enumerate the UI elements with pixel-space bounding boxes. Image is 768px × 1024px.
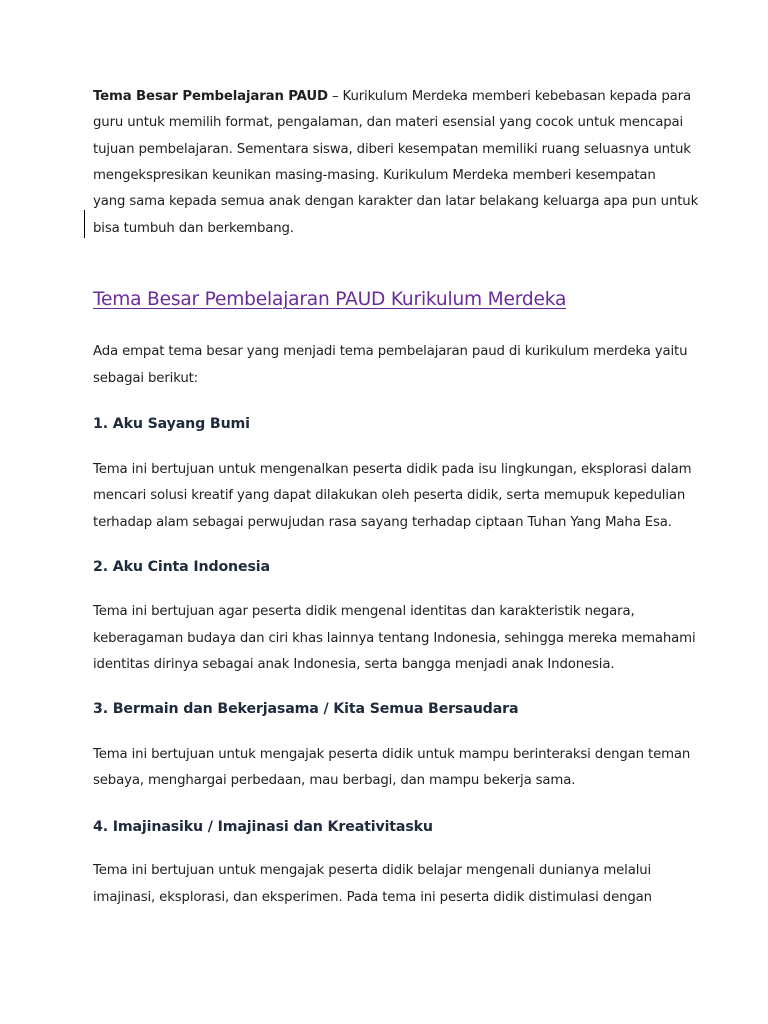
theme-4-title: 4. Imajinasiku / Imajinasi dan Kreativitasku xyxy=(93,819,433,835)
theme-1-title: 1. Aku Sayang Bumi xyxy=(93,416,250,432)
intro-line-3: tujuan pembelajaran. Sementara siswa, diberi kesempatan memiliki ruang seluasnya untuk xyxy=(93,142,691,157)
theme-1-line-1: Tema ini bertujuan untuk mengenalkan peserta didik pada isu lingkungan, eksplorasi dalam xyxy=(93,462,692,477)
theme-2-title: 2. Aku Cinta Indonesia xyxy=(93,559,270,575)
section-heading-link[interactable]: Tema Besar Pembelajaran PAUD Kurikulum Merdeka xyxy=(93,289,567,310)
theme-4-line-2: imajinasi, eksplorasi, dan eksperimen. Pada tema ini peserta didik distimulasi dengan xyxy=(93,890,652,905)
intro-line-1-rest: – Kurikulum Merdeka memberi kebebasan kepada para xyxy=(327,89,691,104)
lead-in-line-1: Ada empat tema besar yang menjadi tema pembelajaran paud di kurikulum merdeka yaitu xyxy=(93,344,688,359)
theme-2-line-1: Tema ini bertujuan agar peserta didik mengenal identitas dan karakteristik negara, xyxy=(93,604,635,619)
theme-3-line-1: Tema ini bertujuan untuk mengajak peserta didik untuk mampu berinteraksi dengan teman xyxy=(93,747,691,762)
theme-2-line-3: identitas dirinya sebagai anak Indonesia, serta bangga menjadi anak Indonesia. xyxy=(93,657,615,672)
intro-line-5: yang sama kepada semua anak dengan karakter dan latar belakang keluarga apa pun untuk xyxy=(93,194,699,209)
intro-lead-bold: Tema Besar Pembelajaran PAUD xyxy=(93,89,328,104)
intro-line-4: mengekspresikan keunikan masing-masing. Kurikulum Merdeka memberi kesempatan xyxy=(93,168,656,183)
intro-line-2: guru untuk memilih format, pengalaman, dan materi esensial yang cocok untuk mencapai xyxy=(93,115,684,130)
theme-1-line-3: terhadap alam sebagai perwujudan rasa sayang terhadap ciptaan Tuhan Yang Maha Esa. xyxy=(93,515,672,530)
intro-line-6: bisa tumbuh dan berkembang. xyxy=(93,221,294,236)
theme-1-line-2: mencari solusi kreatif yang dapat dilakukan oleh peserta didik, serta memupuk kepedulian xyxy=(93,488,686,503)
theme-4-line-1: Tema ini bertujuan untuk mengajak peserta didik belajar mengenali dunianya melalui xyxy=(93,863,652,878)
lead-in-line-2: sebagai berikut: xyxy=(93,371,199,386)
theme-3-title: 3. Bermain dan Bekerjasama / Kita Semua Bersaudara xyxy=(93,701,519,717)
text-cursor xyxy=(84,210,85,238)
intro-line-1 xyxy=(93,88,691,106)
theme-2-line-2: keberagaman budaya dan ciri khas lainnya tentang Indonesia, sehingga mereka memahami xyxy=(93,631,696,646)
theme-3-line-2: sebaya, menghargai perbedaan, mau berbagi, dan mampu bekerja sama. xyxy=(93,773,576,788)
